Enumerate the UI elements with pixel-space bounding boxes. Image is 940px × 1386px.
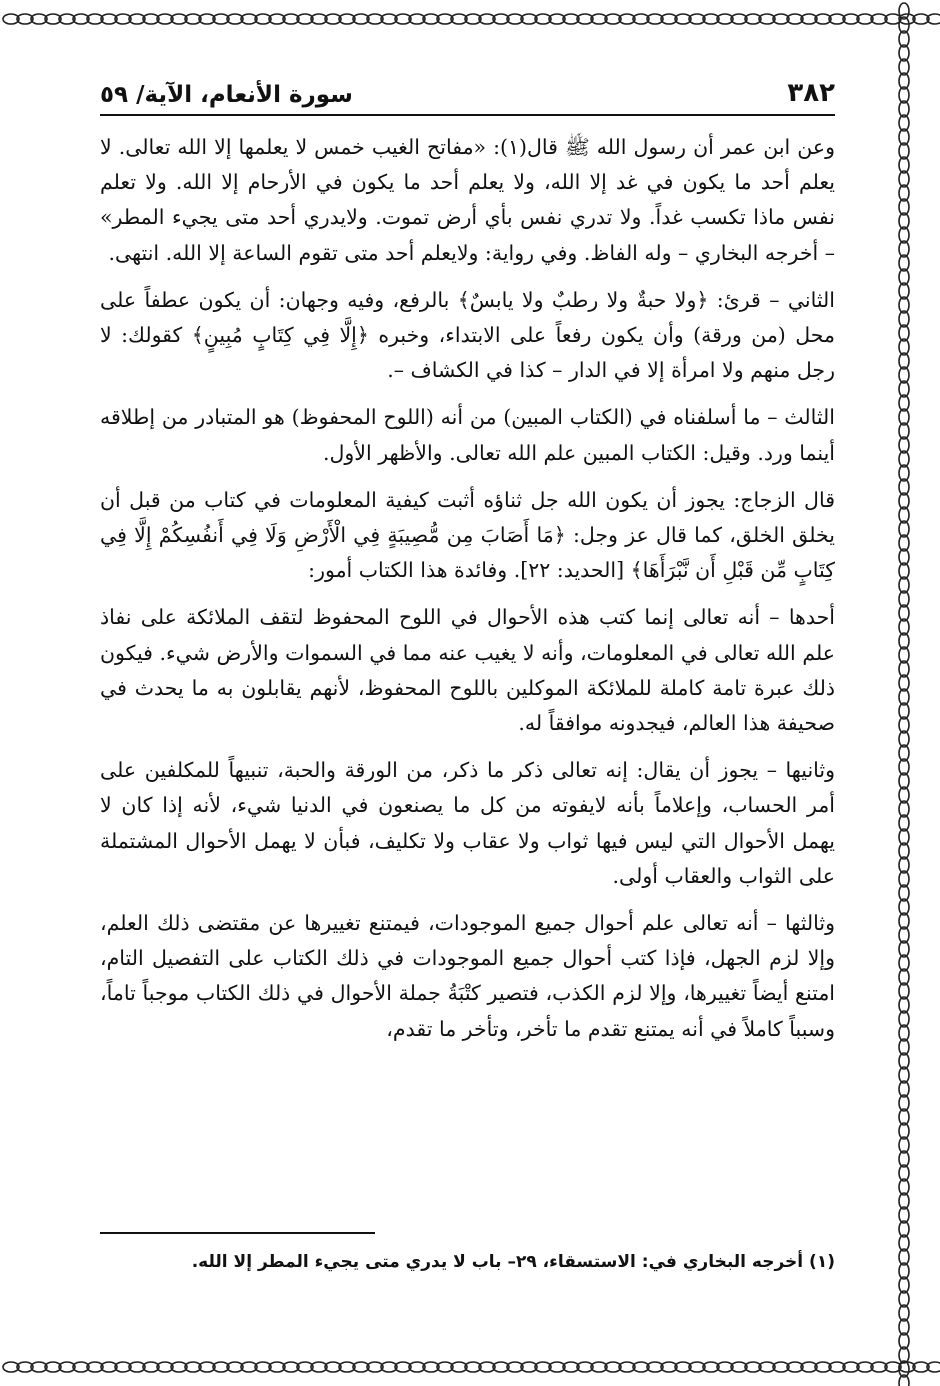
top-chain-border xyxy=(0,2,940,36)
paragraph-third: الثالث – ما أسلفناه في (الكتاب المبين) من أنه (اللوح المحفوظ) هو المتبادر من إطلاقه أينما ورد. وقيل: الكتاب المبين علم الله تعالى. والأظهر الأول. xyxy=(100,405,835,465)
paragraph-second: الثاني – قرئ: ﴿ولا حبةٌ ولا رطبٌ ولا يابسٌ﴾ بالرفع، وفيه وجهان: أن يكون عطفاً على محل (من ورقة) وأن يكون رفعاً على الابتداء، وخبره ﴿إِلَّا فِي كِتَابٍ مُبِينٍ﴾ كقولك: لا رجل منهم ولا امرأة إلا في الدار – كذا في الكشاف –. xyxy=(100,287,835,383)
header-rule xyxy=(100,114,835,116)
paragraph-hadith: وعن ابن عمر أن رسول الله ﷺ قال(١): «مفاتح الغيب خمس لا يعلمها إلا الله تعالى. لا يعلم أحد ما يكون في غد إلا الله، ولا يعلم أحد ما يكون في الأرحام إلا الله. ولا تعلم نفس ماذا تكسب غداً. ولا تدري نفس بأي أرض تموت. ولايدري أحد متى يجيء المطر» – أخرجه البخاري – وله الفاظ. وفي رواية: ولايعلم أحد متى تقوم الساعة إلا الله. انتهى. xyxy=(100,135,835,265)
book-page xyxy=(100,60,835,1350)
footnote: (١) أخرجه البخاري في: الاستسقاء، ٢٩– باب لا يدري متى يجيء المطر إلا الله. xyxy=(191,1252,835,1272)
page-number: ٣٨٢ xyxy=(787,78,835,108)
paragraph-third-benefit: وثالثها – أنه تعالى علم أحوال جميع الموجودات، فيمتنع تغييرها عن مقتضى ذلك العلم، وإلا لزم الجهل، فإذا كتب أحوال جميع الموجودات في ذلك الكتاب على التفصيل التام، امتنع أيضاً تغييرها، وإلا لزم الكذب، فتصير كتْبَةُ جملة الأحوال في ذلك الكتاب موجباً تاماً، وسبباً كاملاً في أنه يمتنع تقدم ما تأخر، وتأخر ما تقدم، xyxy=(100,911,835,1041)
paragraph-first-benefit: أحدها – أنه تعالى إنما كتب هذه الأحوال في اللوح المحفوظ لتقف الملائكة على نفاذ علم الله تعالى في المعلومات، وأنه لا يغيب عنه مما في السموات والأرض شيء. فيكون ذلك عبرة تامة كاملة للملائكة الموكلين باللوح المحفوظ، لأنهم يقابلون به ما يحدث في صحيفة هذا العالم، فيجدونه موافقاً له. xyxy=(100,605,835,736)
running-title: سورة الأنعام، الآية/ ٥٩ xyxy=(100,82,353,108)
bottom-chain-border xyxy=(0,1350,940,1384)
paragraph-second-benefit: وثانيها – يجوز أن يقال: إنه تعالى ذكر ما ذكر، من الورقة والحبة، تنبيهاً للمكلفين على أمر الحساب، وإعلاماً بأنه لايفوته من كل ما يصنعون في الدنيا شيء، لأنه إذا كان لا يهمل الأحوال التي ليس فيها ثواب ولا عقاب ولا تكليف، فبأن لا يهمل الأحوال المشتملة على الثواب والعقاب أولى. xyxy=(100,758,835,888)
footnote-rule xyxy=(100,1232,375,1234)
page-header xyxy=(100,60,835,108)
right-chain-border xyxy=(880,0,928,1386)
paragraph-zajjaj: قال الزجاج: يجوز أن يكون الله جل ثناؤه أثبت كيفية المعلومات في كتاب من قبل أن يخلق الخلق، كما قال عز وجل: ﴿مَا أَصَابَ مِن مُّصِيبَةٍ فِي الْأَرْضِ وَلَا فِي أَنفُسِكُمْ إِلَّا فِي كِتَابٍ مِّن قَبْلِ أَن نَّبْرَأَهَا﴾ [الحديد: ٢٢]. وفائدة هذا الكتاب أمور: xyxy=(100,487,835,583)
